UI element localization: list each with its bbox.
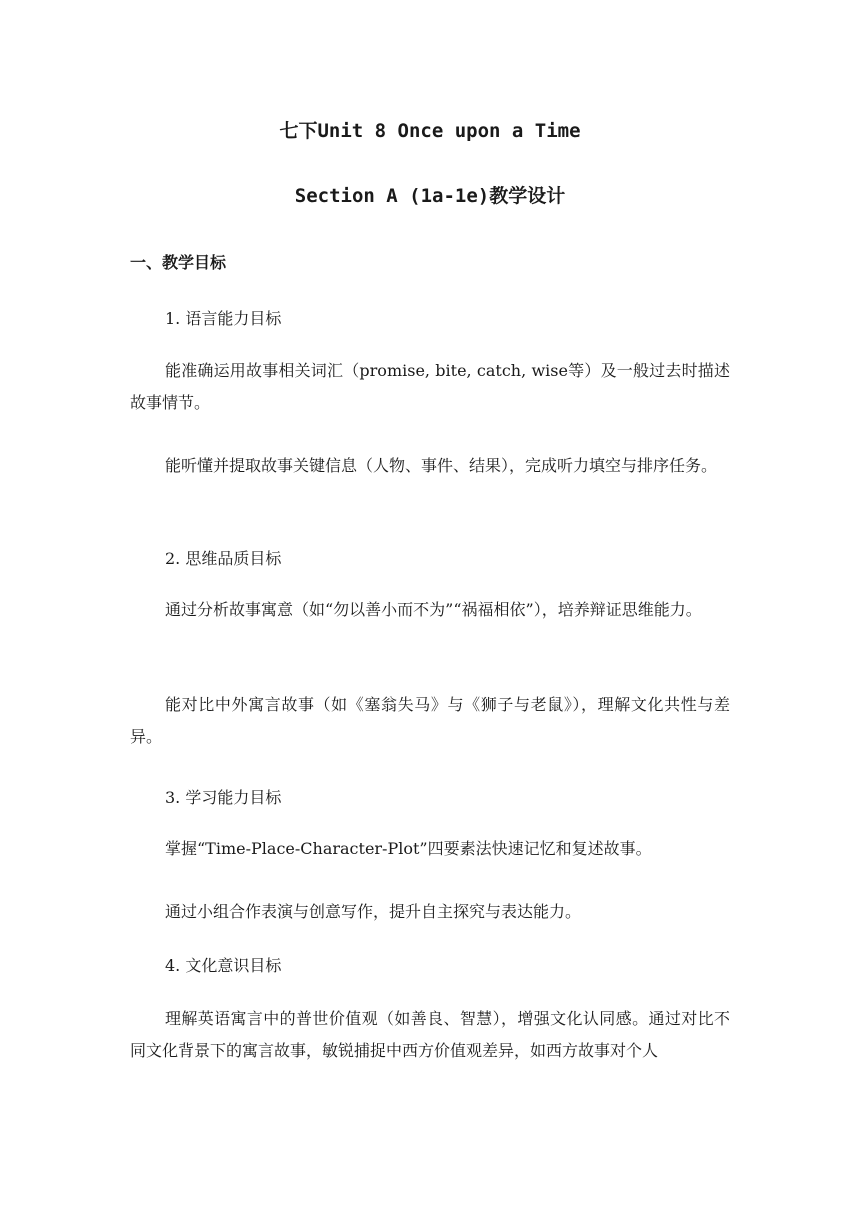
- goal-thinking-label: 2. 思维品质目标: [165, 549, 282, 568]
- goal-learning-p2: 通过小组合作表演与创意写作，提升自主探究与表达能力。: [165, 902, 582, 921]
- goal-language-p2: 能听懂并提取故事关键信息（人物、事件、结果），完成听力填空与排序任务。: [165, 456, 718, 475]
- goal-learning-label: 3. 学习能力目标: [165, 788, 282, 807]
- section-heading-teaching-goals: 一、教学目标: [130, 253, 227, 272]
- subtitle-design: 教学设计: [489, 185, 566, 207]
- document-title: 七下Unit 8 Once upon a Time: [279, 120, 581, 142]
- goal-culture-label: 4. 文化意识目标: [165, 956, 282, 975]
- goal-language-p1: 能准确运用故事相关词汇（promise, bite, catch, wise等）及一般过去时描述故事情节。: [130, 361, 730, 412]
- document-subtitle: [0, 181, 860, 208]
- subtitle-section: Section A (1a-1e): [294, 185, 490, 207]
- goal-learning-p1: 掌握“Time-Place-Character-Plot”四要素法快速记忆和复述故事。: [165, 839, 652, 858]
- goal-thinking-p2: 能对比中外寓言故事（如《塞翁失马》与《狮子与老鼠》），理解文化共性与差异。: [130, 695, 730, 746]
- goal-culture-p1: 理解英语寓言中的普世价值观（如善良、智慧），增强文化认同感。通过对比不同文化背景下的寓言故事，敏锐捕捉中西方价值观差异，如西方故事对个人: [130, 1009, 730, 1060]
- goal-language-label: 1. 语言能力目标: [165, 309, 282, 328]
- goal-thinking-p1: 通过分析故事寓意（如“勿以善小而不为”“祸福相依”），培养辩证思维能力。: [165, 600, 702, 619]
